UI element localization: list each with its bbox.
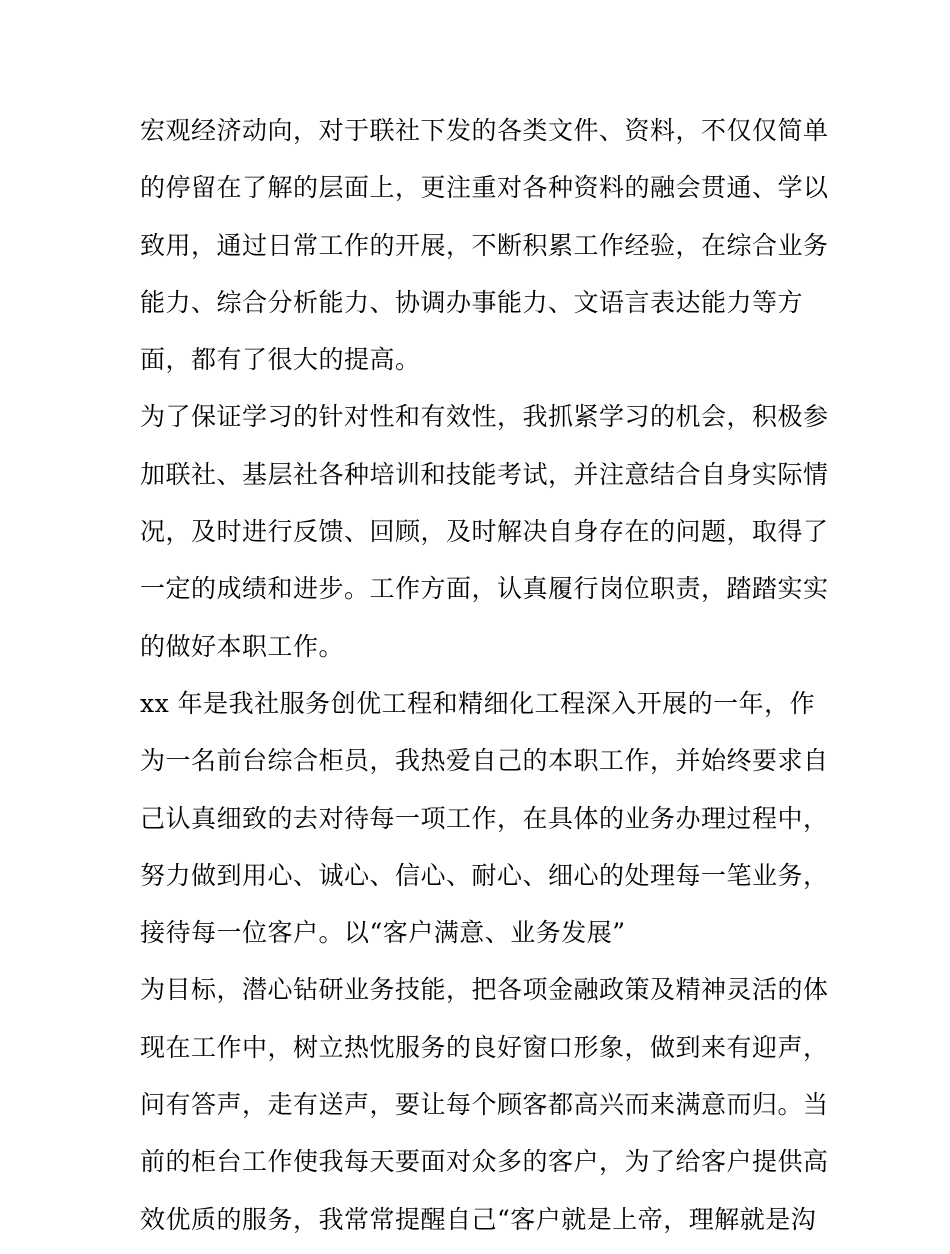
- text-line: 为目标，潜心钻研业务技能，把各项金融政策及精神灵活的体: [140, 975, 829, 1005]
- text-line: 现在工作中，树立热忱服务的良好窗口形象，做到来有迎声，: [140, 1032, 829, 1062]
- text-line: 为了保证学习的针对性和有效性，我抓紧学习的机会，积极参: [140, 402, 829, 432]
- text-line: 能力、综合分析能力、协调办事能力、文语言表达能力等方: [140, 287, 804, 317]
- text-line: 况，及时进行反馈、回顾，及时解决自身存在的问题，取得了: [140, 517, 829, 547]
- text-line: xx 年是我社服务创优工程和精细化工程深入开展的一年，作: [140, 688, 816, 718]
- text-line: 己认真细致的去对待每一项工作，在具体的业务办理过程中，: [140, 803, 829, 833]
- text-line: 面，都有了很大的提高。: [140, 345, 421, 375]
- text-line: 的做好本职工作。: [140, 631, 345, 661]
- text-line: 前的柜台工作使我每天要面对众多的客户，为了给客户提供高: [140, 1147, 829, 1177]
- text-line: 问有答声，走有送声，要让每个顾客都高兴而来满意而归。当: [140, 1090, 829, 1120]
- text-line: 的停留在了解的层面上，更注重对各种资料的融会贯通、学以: [140, 173, 829, 203]
- text-line: 努力做到用心、诚心、信心、耐心、细心的处理每一笔业务，: [140, 860, 829, 890]
- text-line: 宏观经济动向，对于联社下发的各类文件、资料，不仅仅简单: [140, 116, 829, 145]
- text-line: 致用，通过日常工作的开展，不断积累工作经验，在综合业务: [140, 230, 829, 260]
- text-line: 加联社、基层社各种培训和技能考试，并注意结合自身实际情: [140, 459, 829, 489]
- text-line: 接待每一位客户。以“客户满意、业务发展”: [140, 918, 626, 948]
- text-line: 效优质的服务，我常常提醒自己“客户就是上帝，理解就是沟: [140, 1204, 817, 1234]
- document-body: [140, 108, 830, 1254]
- text-line: 为一名前台综合柜员，我热爱自己的本职工作，并始终要求自: [140, 746, 829, 776]
- text-line: 一定的成绩和进步。工作方面，认真履行岗位职责，踏踏实实: [140, 574, 829, 604]
